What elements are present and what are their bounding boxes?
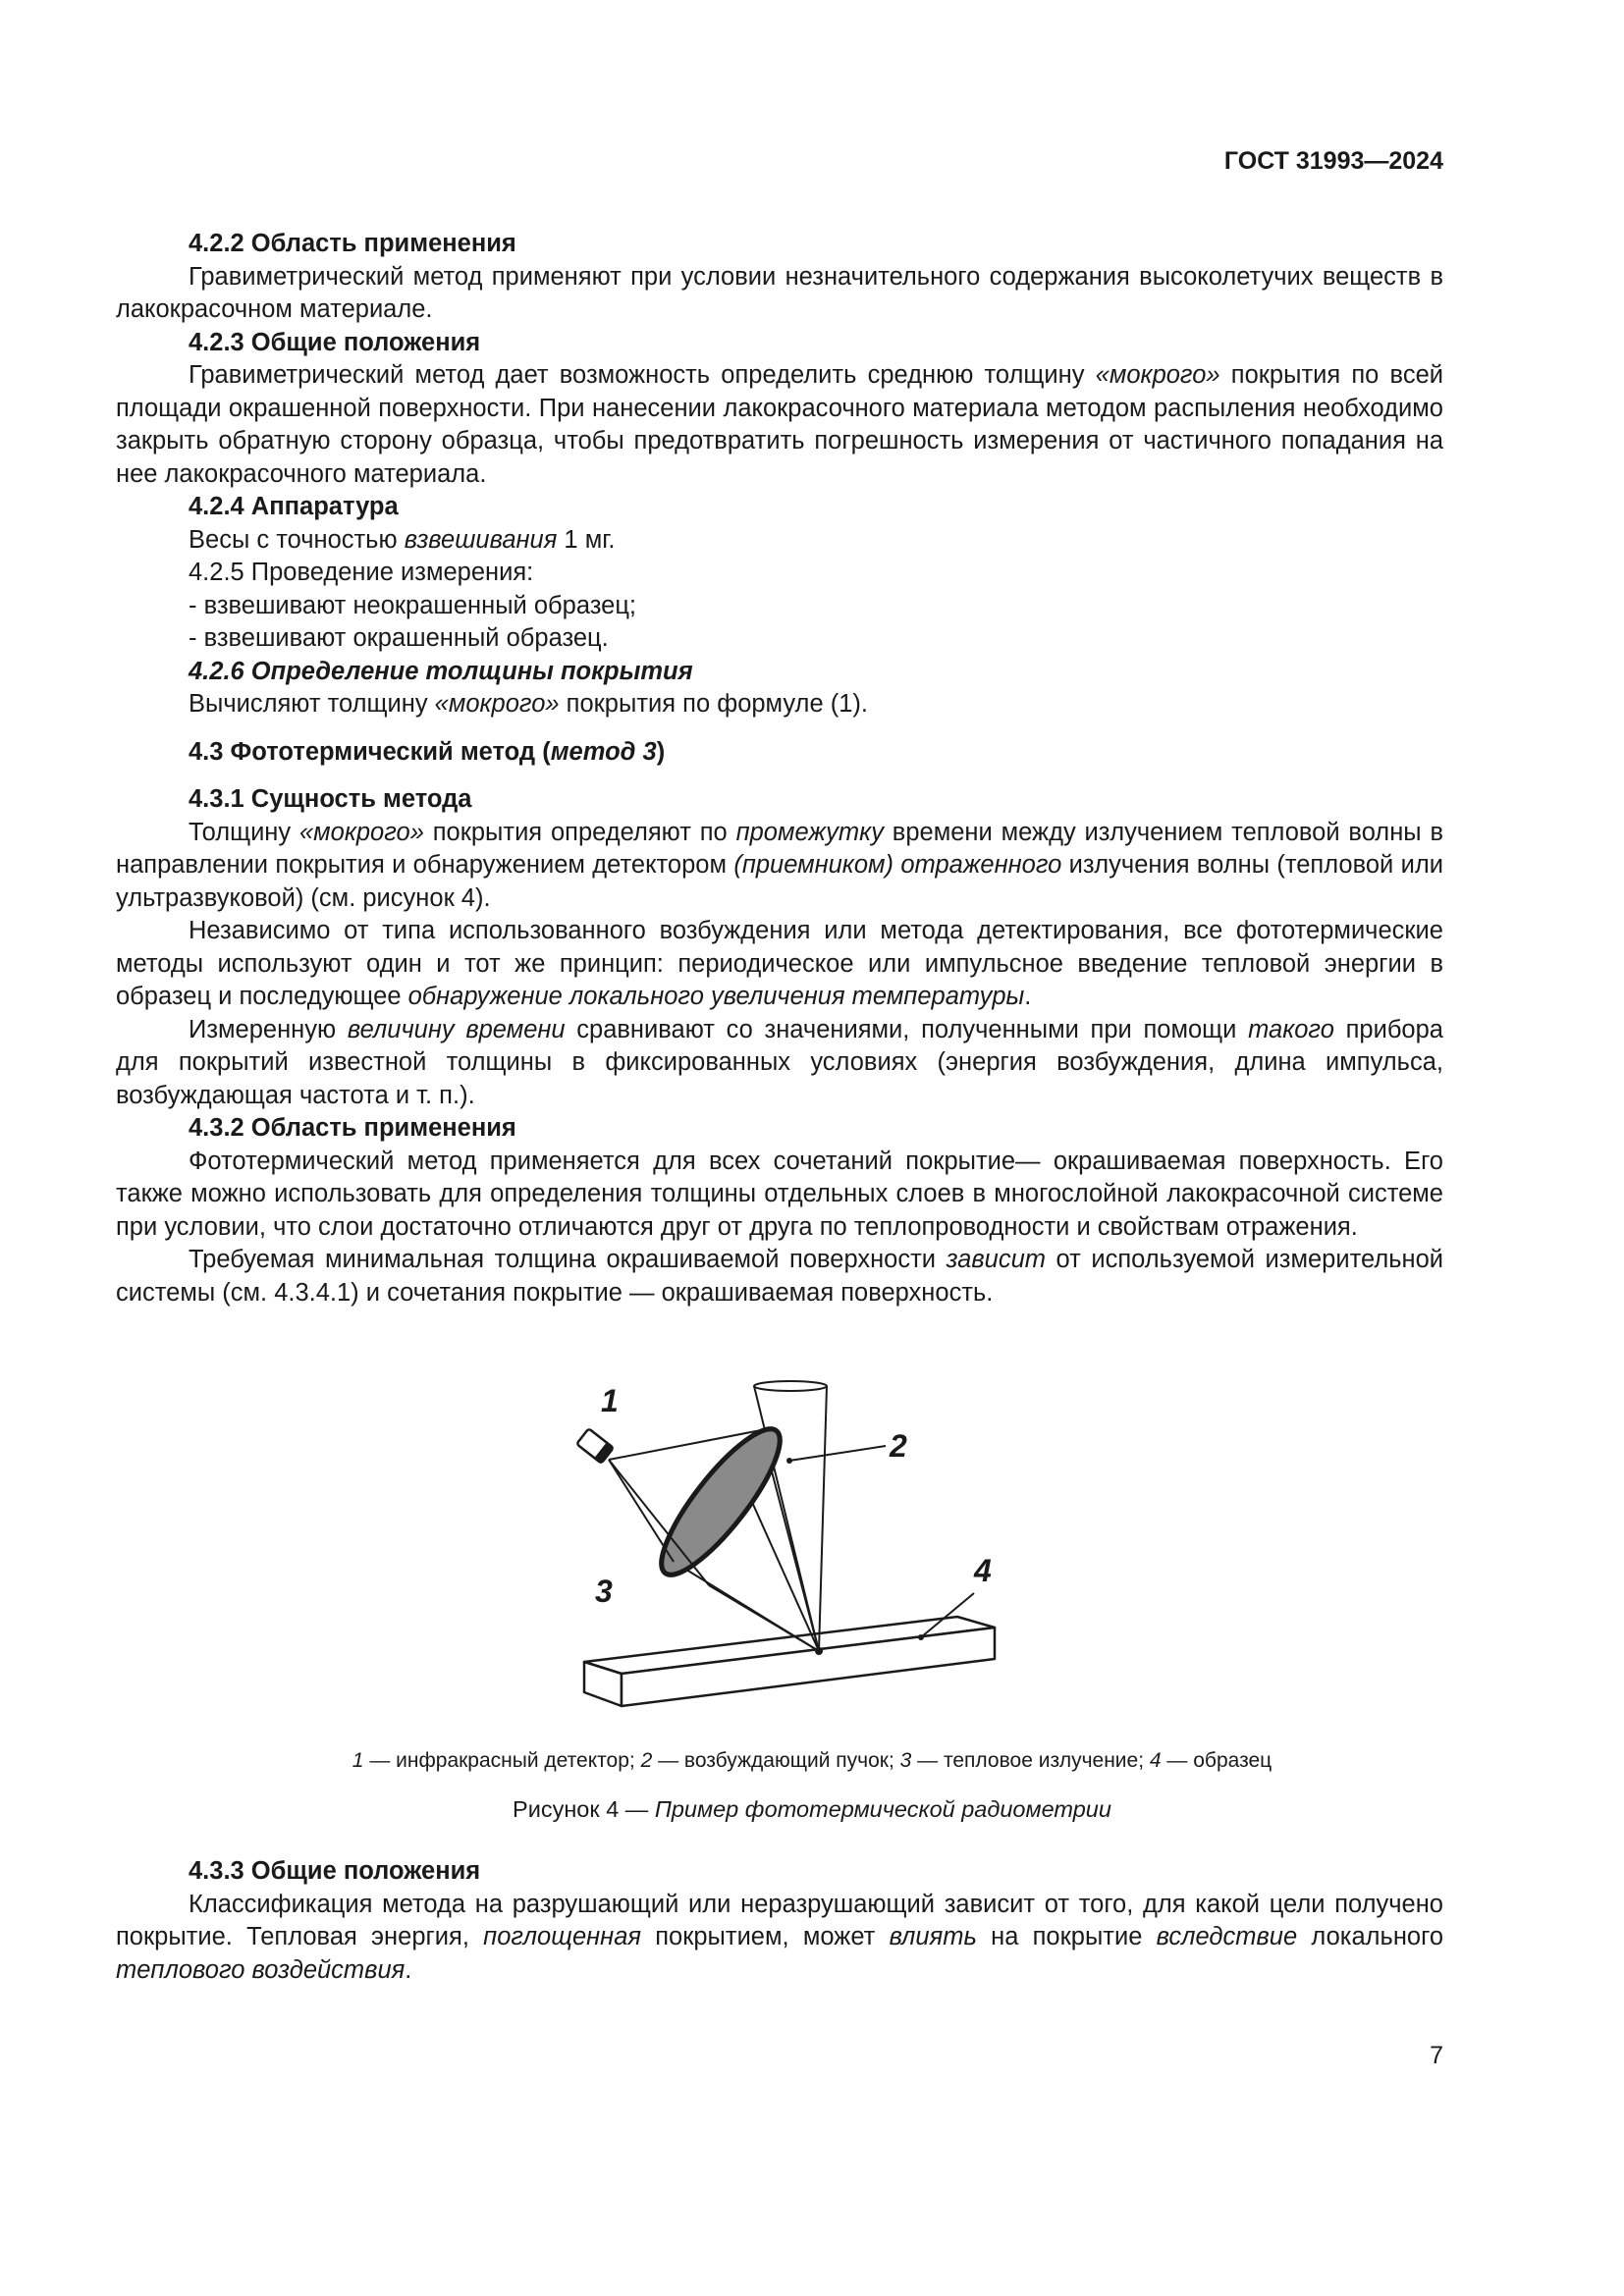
label-3: 3 xyxy=(595,1574,613,1609)
heading-4-2-4: 4.2.4 Аппаратура xyxy=(189,493,399,520)
paragraph-4-3-1-c: Измеренную величину времени сравнивают со значениями, полученными при помощи такого прибора для покрытий известной толщины в фиксированных условиях (энергия возбуждения, длина импульса, возбуждающая частота и т. п.). xyxy=(116,1015,1443,1109)
heading-4-2-3: 4.2.3 Общие положения xyxy=(189,328,481,356)
specimen-slab xyxy=(584,1617,995,1706)
infrared-detector xyxy=(576,1427,615,1464)
label-4: 4 xyxy=(974,1553,992,1588)
list-item: - взвешивают неокрашенный образец; xyxy=(189,591,637,619)
heading-4-2-6: 4.2.6 Определение толщины покрытия xyxy=(189,657,693,685)
label-2: 2 xyxy=(890,1428,907,1464)
text-block-upper xyxy=(116,228,1443,1309)
paragraph-4-3-2-b: Требуемая минимальная толщина окрашиваемой поверхности зависит от используемой измерительной системы (см. 4.3.4.1) и сочетания покрытие — окрашиваемая поверхность. xyxy=(116,1246,1443,1307)
document-number: ГОСТ 31993—2024 xyxy=(1223,147,1443,175)
paragraph-4-3-1-a: Толщину «мокрого» покрытия определяют по промежутку времени между излучением тепловой волны в направлении покрытия и обнаружением детектором (приемником) отраженного излучения волны (тепловой или ультразвуковой) (см. рисунок 4). xyxy=(116,818,1443,912)
page-number: 7 xyxy=(1430,2042,1443,2069)
paragraph-4-3-1-b: Независимо от типа использованного возбуждения или метода детектирования, все фототермические методы используют один и тот же принцип: периодическое или импульсное введение тепловой энергии в образец и последующее обнаружение локального увеличения температуры. xyxy=(116,917,1443,1010)
heading-4-2-2: 4.2.2 Область применения xyxy=(189,230,516,257)
heading-4-3: 4.3 Фототермический метод (метод 3) xyxy=(189,737,666,766)
leader-2 xyxy=(789,1446,886,1461)
lens xyxy=(645,1415,796,1588)
line-4-2-5: 4.2.5 Проведение измерения: xyxy=(189,559,534,586)
paragraph-4-3-2-a: Фототермический метод применяется для всех сочетаний покрытие— окрашиваемая поверхность. Его также можно использовать для определения толщины отдельных слоев в многослойной лакокрасочной системе при условии, что слои достаточно отличаются друг от друга по теплопроводности и свойствам отражения. xyxy=(116,1147,1443,1241)
figure-legend: 1 — инфракрасный детектор; 2 — возбуждающий пучок; 3 — тепловое излучение; 4 — образец xyxy=(352,1749,1272,1772)
figure-caption: Рисунок 4 — Пример фототермической радиометрии xyxy=(513,1796,1111,1822)
heading-4-3-2: 4.3.2 Область применения xyxy=(189,1114,516,1142)
paragraph-4-2-2: Гравиметрический метод применяют при условии незначительного содержания высоколетучих веществ в лакокрасочном материале. xyxy=(116,262,1443,323)
incidence-point xyxy=(815,1647,823,1655)
heading-4-3-1: 4.3.1 Сущность метода xyxy=(189,785,472,813)
photothermal-diagram xyxy=(550,1374,1060,1737)
paragraph-4-2-6: Вычисляют толщину «мокрого» покрытия по формуле (1). xyxy=(189,690,868,718)
label-1: 1 xyxy=(601,1383,619,1418)
paragraph-4-3-3: Классификация метода на разрушающий или неразрушающий зависит от того, для какой цели получено покрытие. Тепловая энергия, поглощенная покрытием, может влиять на покрытие вследствие локального теплового воздействия. xyxy=(116,1890,1444,1984)
paragraph-4-2-4: Весы с точностью взвешивания 1 мг. xyxy=(189,525,616,554)
list-item: - взвешивают окрашенный образец. xyxy=(189,624,609,652)
text-block-lower xyxy=(116,1855,1443,1987)
heading-4-3-3: 4.3.3 Общие положения xyxy=(189,1857,481,1885)
excitation-beam xyxy=(754,1381,827,1651)
paragraph-4-2-3: Гравиметрический метод дает возможность определить среднюю толщину «мокрого» покрытия по всей площади окрашенной поверхности. При нанесении лакокрасочного материала методом распыления необходимо закрыть обратную сторону образца, чтобы предотвратить погрешность измерения от частичного попадания на нее лакокрасочного материала. xyxy=(116,361,1443,488)
